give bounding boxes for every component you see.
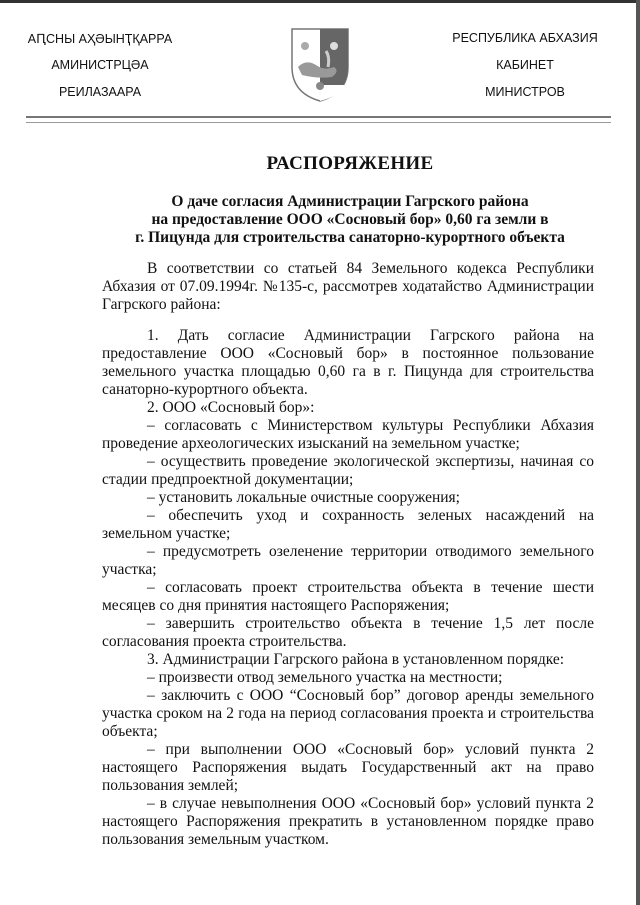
document-body bbox=[102, 260, 594, 849]
paragraph: 1. Дать согласие Администрации Гагрского района на предоставление ООО «Сосновый бор» в постоянное пользование земельного участка площадью 0,60 га в г. Пицунда для строительства санаторно-курортного объекта. bbox=[102, 327, 594, 398]
paragraph: – в случае невыполнения ООО «Сосновый бор» условий пункта 2 настоящего Распоряжения прекратить в установленном порядке право пользования земельным участком. bbox=[102, 795, 594, 848]
header-right-line: КАБИНЕТ bbox=[496, 58, 554, 72]
subtitle-line: на предоставление ООО «Сосновый бор» 0,60 га земли в bbox=[151, 211, 549, 228]
paragraph: – произвести отвод земельного участка на местности; bbox=[147, 669, 503, 686]
header-right-line: РЕСПУБЛИКА АБХАЗИЯ bbox=[452, 31, 598, 45]
document-title: РАСПОРЯЖЕНИЕ bbox=[266, 153, 434, 174]
paragraph: – обеспечить уход и сохранность зеленых насаждений на земельном участке; bbox=[102, 507, 594, 542]
header-left-line: РЕИЛАЗААРА bbox=[58, 85, 142, 99]
subtitle-line: г. Пицунда для строительства санаторно-курортного объекта bbox=[135, 229, 565, 246]
paragraph: – при выполнении ООО «Сосновый бор» условий пункта 2 настоящего Распоряжения выдать Государственный акт на право пользования землей; bbox=[102, 741, 594, 794]
header-left-line: АԤСНЫ АҲӘЫНҬҚАРРА bbox=[27, 32, 173, 46]
paragraph: – согласовать проект строительства объекта в течение шести месяцев со дня принятия настоящего Распоряжения; bbox=[102, 579, 594, 614]
scan-edge bbox=[0, 0, 640, 3]
coat-of-arms-emblem bbox=[288, 27, 352, 103]
paragraph: – предусмотреть озеленение территории отводимого земельного участка; bbox=[102, 543, 594, 578]
header-divider bbox=[26, 116, 611, 123]
paragraph: 3. Администрации Гагрского района в установленном порядке: bbox=[147, 651, 565, 668]
paragraph: – заключить с ООО “Сосновый бор” договор аренды земельного участка сроком на 2 года на период согласования проекта и строительства объекта; bbox=[102, 687, 594, 740]
preamble: В соответствии со статьей 84 Земельного кодекса Республики Абхазия от 07.09.1994г. №135-с, рассмотрев ходатайство Администрации Гагрского района: bbox=[102, 260, 594, 313]
document-subtitle bbox=[100, 193, 600, 247]
header-right-line: МИНИСТРОВ bbox=[485, 85, 565, 99]
header-left-line: АМИНИСТРЦӘА bbox=[51, 58, 149, 72]
scan-edge bbox=[636, 0, 640, 905]
paragraph: 2. ООО «Сосновый бор»: bbox=[147, 399, 315, 416]
paragraph: – установить локальные очистные сооружения; bbox=[147, 489, 460, 506]
paragraph: – согласовать с Министерством культуры Республики Абхазия проведение археологических изысканий на земельном участке; bbox=[102, 417, 594, 452]
subtitle-line: О даче согласия Администрации Гагрского района bbox=[171, 193, 529, 210]
paragraph: – завершить строительство объекта в течение 1,5 лет после согласования проекта строительства. bbox=[102, 615, 594, 650]
paragraph: – осуществить проведение экологической экспертизы, начиная со стадии предпроектной документации; bbox=[102, 453, 594, 488]
